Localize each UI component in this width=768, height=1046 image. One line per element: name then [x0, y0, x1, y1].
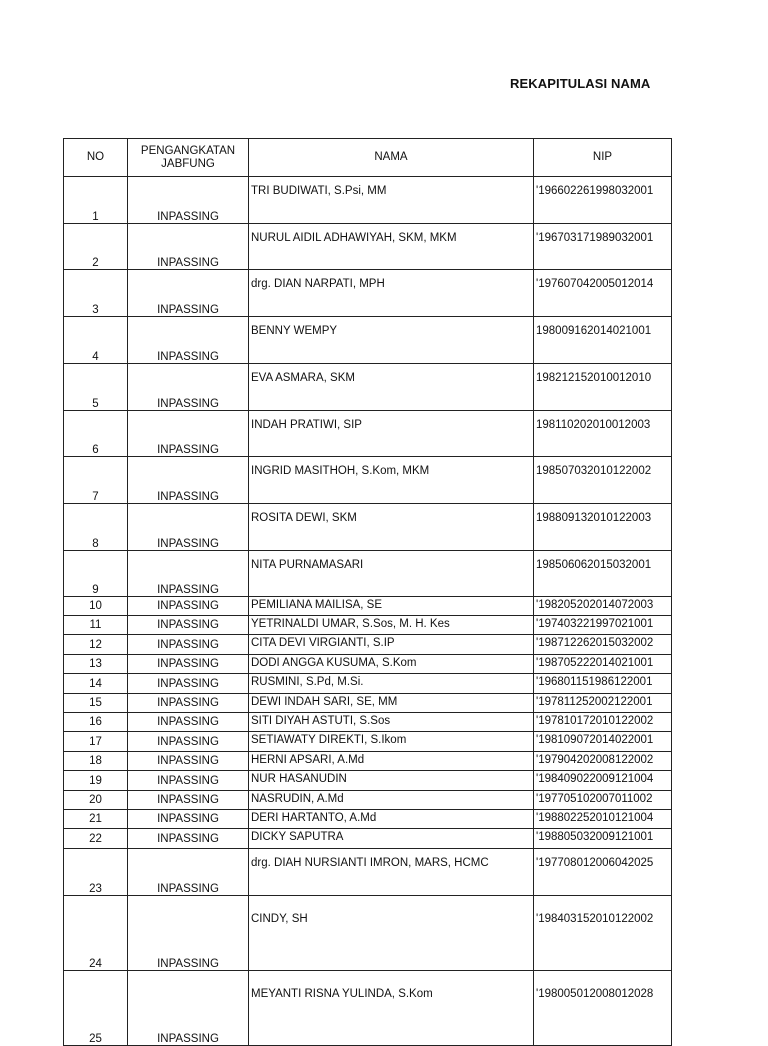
cell-jabfung: INPASSING [128, 810, 249, 829]
cell-no: 11 [64, 616, 128, 635]
table-row [64, 752, 672, 771]
cell-nip: 198110202010012003 [534, 411, 672, 457]
table-row [64, 411, 672, 457]
cell-no: 15 [64, 694, 128, 713]
cell-nama: BENNY WEMPY [249, 317, 534, 364]
cell-nama: NITA PURNAMASARI [249, 551, 534, 597]
cell-jabfung: INPASSING [128, 655, 249, 674]
cell-jabfung: INPASSING [128, 597, 249, 616]
cell-jabfung: INPASSING [128, 364, 249, 411]
cell-no: 23 [64, 849, 128, 896]
table-row [64, 635, 672, 655]
cell-no: 22 [64, 829, 128, 849]
cell-no: 5 [64, 364, 128, 411]
cell-jabfung: INPASSING [128, 504, 249, 551]
cell-nip: '197904202008122002 [534, 752, 672, 771]
cell-jabfung: INPASSING [128, 457, 249, 504]
cell-jabfung: INPASSING [128, 616, 249, 635]
cell-jabfung: INPASSING [128, 849, 249, 896]
cell-jabfung: INPASSING [128, 732, 249, 752]
cell-nip: '198409022009121004 [534, 771, 672, 791]
table-row [64, 270, 672, 317]
header-jabfung: PENGANGKATAN JABFUNG [128, 139, 249, 177]
cell-jabfung: INPASSING [128, 635, 249, 655]
table-row [64, 655, 672, 674]
table-row [64, 364, 672, 411]
cell-nip: '198403152010122002 [534, 896, 672, 971]
cell-no: 24 [64, 896, 128, 971]
cell-nama: drg. DIAN NARPATI, MPH [249, 270, 534, 317]
cell-nama: DICKY SAPUTRA [249, 829, 534, 849]
cell-no: 25 [64, 971, 128, 1046]
cell-nip: 198507032010122002 [534, 457, 672, 504]
cell-jabfung: INPASSING [128, 674, 249, 694]
cell-no: 8 [64, 504, 128, 551]
table-row [64, 674, 672, 694]
cell-nama: CITA DEVI VIRGIANTI, S.IP [249, 635, 534, 655]
cell-no: 13 [64, 655, 128, 674]
cell-nip: '197708012006042025 [534, 849, 672, 896]
cell-no: 18 [64, 752, 128, 771]
table-row [64, 317, 672, 364]
table-row [64, 224, 672, 270]
employee-table [63, 138, 672, 1046]
cell-jabfung: INPASSING [128, 411, 249, 457]
cell-no: 9 [64, 551, 128, 597]
cell-nip: '197810172010122002 [534, 713, 672, 732]
cell-nip: '197403221997021001 [534, 616, 672, 635]
cell-jabfung: INPASSING [128, 771, 249, 791]
cell-jabfung: INPASSING [128, 752, 249, 771]
cell-no: 7 [64, 457, 128, 504]
table-header-row [64, 139, 672, 177]
cell-nama: TRI BUDIWATI, S.Psi, MM [249, 177, 534, 224]
table-row [64, 504, 672, 551]
cell-nama: EVA ASMARA, SKM [249, 364, 534, 411]
header-nip: NIP [534, 139, 672, 177]
cell-nama: DEWI INDAH SARI, SE, MM [249, 694, 534, 713]
cell-nip: '196703171989032001 [534, 224, 672, 270]
cell-no: 1 [64, 177, 128, 224]
table-row [64, 771, 672, 791]
cell-jabfung: INPASSING [128, 829, 249, 849]
cell-no: 2 [64, 224, 128, 270]
cell-jabfung: INPASSING [128, 971, 249, 1046]
cell-no: 4 [64, 317, 128, 364]
cell-nama: CINDY, SH [249, 896, 534, 971]
cell-no: 12 [64, 635, 128, 655]
cell-nama: NURUL AIDIL ADHAWIYAH, SKM, MKM [249, 224, 534, 270]
cell-nama: drg. DIAH NURSIANTI IMRON, MARS, HCMC [249, 849, 534, 896]
cell-jabfung: INPASSING [128, 551, 249, 597]
cell-no: 19 [64, 771, 128, 791]
header-nama: NAMA [249, 139, 534, 177]
cell-no: 10 [64, 597, 128, 616]
cell-nip: '197607042005012014 [534, 270, 672, 317]
document-title: REKAPITULASI NAMA [510, 76, 651, 91]
cell-jabfung: INPASSING [128, 713, 249, 732]
cell-nip: '198802252010121004 [534, 810, 672, 829]
cell-nama: HERNI APSARI, A.Md [249, 752, 534, 771]
cell-nama: MEYANTI RISNA YULINDA, S.Kom [249, 971, 534, 1046]
cell-nip: 198212152010012010 [534, 364, 672, 411]
cell-jabfung: INPASSING [128, 224, 249, 270]
cell-nip: '198109072014022001 [534, 732, 672, 752]
table-row [64, 694, 672, 713]
cell-nama: ROSITA DEWI, SKM [249, 504, 534, 551]
cell-no: 3 [64, 270, 128, 317]
table-row [64, 732, 672, 752]
cell-nama: DERI HARTANTO, A.Md [249, 810, 534, 829]
cell-no: 14 [64, 674, 128, 694]
cell-nip: '198805032009121001 [534, 829, 672, 849]
cell-nama: NUR HASANUDIN [249, 771, 534, 791]
cell-nip: '198005012008012028 [534, 971, 672, 1046]
cell-jabfung: INPASSING [128, 270, 249, 317]
cell-jabfung: INPASSING [128, 694, 249, 713]
cell-no: 20 [64, 791, 128, 810]
cell-nama: SITI DIYAH ASTUTI, S.Sos [249, 713, 534, 732]
header-no: NO [64, 139, 128, 177]
cell-nama: NASRUDIN, A.Md [249, 791, 534, 810]
cell-nip: 198506062015032001 [534, 551, 672, 597]
cell-nip: '196801151986122001 [534, 674, 672, 694]
table-row [64, 616, 672, 635]
cell-nip: '197705102007011002 [534, 791, 672, 810]
cell-nip: '198705222014021001 [534, 655, 672, 674]
cell-jabfung: INPASSING [128, 896, 249, 971]
table-row [64, 829, 672, 849]
cell-nama: INDAH PRATIWI, SIP [249, 411, 534, 457]
cell-nip: '197811252002122001 [534, 694, 672, 713]
table-body [64, 177, 672, 1046]
cell-nip: '196602261998032001 [534, 177, 672, 224]
cell-nama: PEMILIANA MAILISA, SE [249, 597, 534, 616]
table-row [64, 597, 672, 616]
cell-no: 17 [64, 732, 128, 752]
cell-nama: SETIAWATY DIREKTI, S.Ikom [249, 732, 534, 752]
table-row [64, 849, 672, 896]
cell-nip: 198809132010122003 [534, 504, 672, 551]
cell-nip: 198009162014021001 [534, 317, 672, 364]
table-row [64, 177, 672, 224]
table-row [64, 791, 672, 810]
table-row [64, 457, 672, 504]
table-row [64, 810, 672, 829]
cell-jabfung: INPASSING [128, 317, 249, 364]
cell-nama: INGRID MASITHOH, S.Kom, MKM [249, 457, 534, 504]
table-row [64, 713, 672, 732]
cell-nama: YETRINALDI UMAR, S.Sos, M. H. Kes [249, 616, 534, 635]
cell-nip: '198712262015032002 [534, 635, 672, 655]
cell-nip: '198205202014072003 [534, 597, 672, 616]
table-row [64, 551, 672, 597]
table-row [64, 971, 672, 1046]
table-row [64, 896, 672, 971]
cell-no: 16 [64, 713, 128, 732]
cell-no: 6 [64, 411, 128, 457]
cell-jabfung: INPASSING [128, 177, 249, 224]
cell-nama: RUSMINI, S.Pd, M.Si. [249, 674, 534, 694]
cell-nama: DODI ANGGA KUSUMA, S.Kom [249, 655, 534, 674]
cell-no: 21 [64, 810, 128, 829]
cell-jabfung: INPASSING [128, 791, 249, 810]
